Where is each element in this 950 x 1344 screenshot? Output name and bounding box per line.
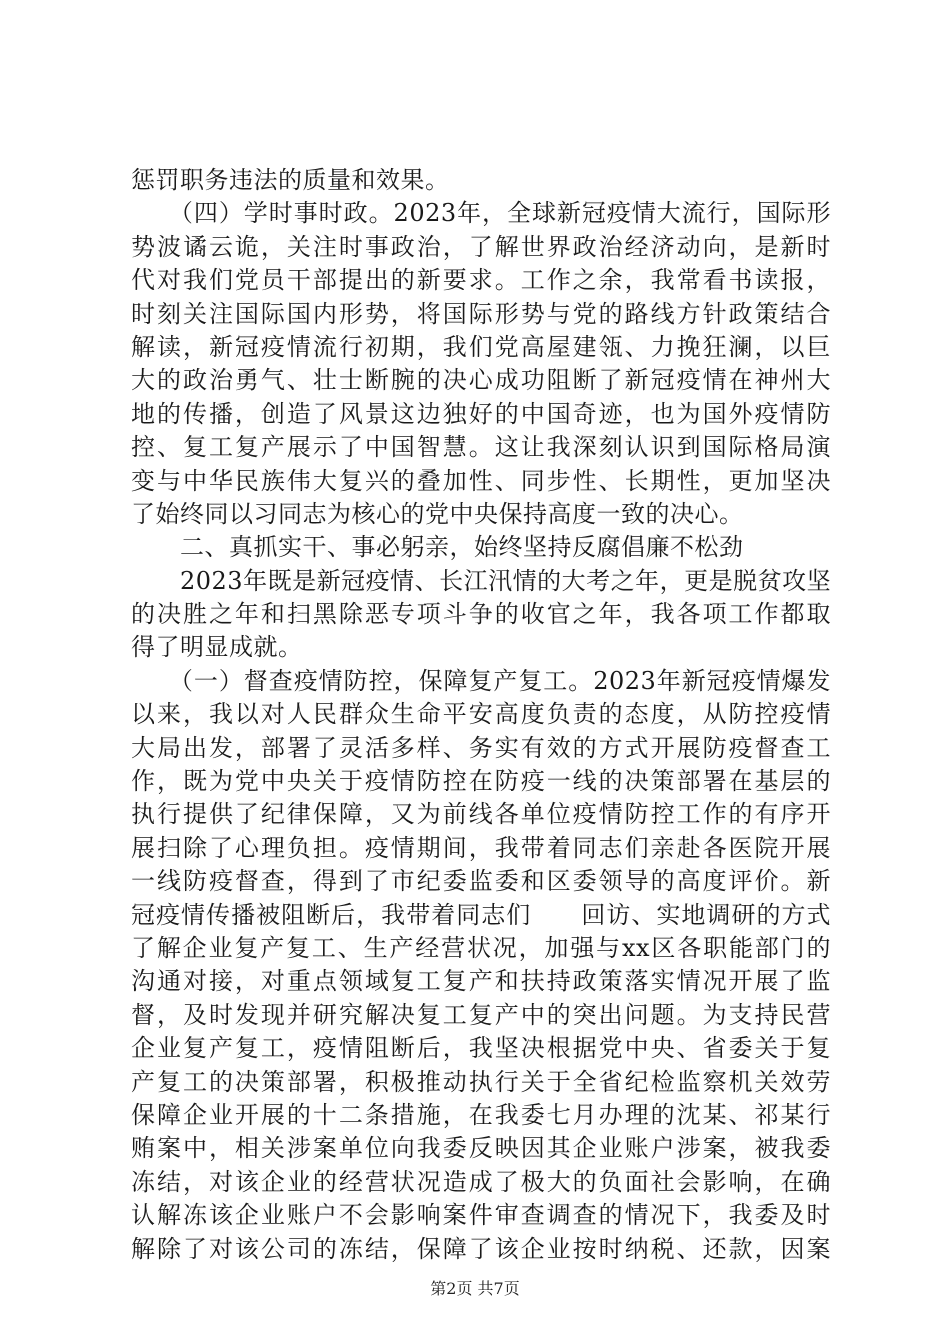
text-line: 2023年既是新冠疫情、长江汛情的大考之年，更是脱贫攻坚 xyxy=(131,566,831,595)
text-line: 作，既为党中央关于疫情防控在防疫一线的决策部署在基层的 xyxy=(131,767,831,796)
text-line: 保障企业开展的十二条措施，在我委七月办理的沈某、祁某行 xyxy=(131,1100,831,1129)
text-line: 控、复工复产展示了中国智慧。这让我深刻认识到国际格局演 xyxy=(131,433,831,462)
document-body xyxy=(131,164,831,1266)
text-line: （四）学时事时政。2023年，全球新冠疫情大流行，国际形 xyxy=(131,199,831,228)
text-line: （一）督查疫情防控，保障复产复工。2023年新冠疫情爆发 xyxy=(131,666,831,695)
text-line: 大的政治勇气、壮士断腕的决心成功阻断了新冠疫情在神州大 xyxy=(131,366,831,395)
text-line: 了始终同以习同志为核心的党中央保持高度一致的决心。 xyxy=(131,499,744,528)
text-line: 贿案中，相关涉案单位向我委反映因其企业账户涉案，被我委 xyxy=(131,1134,831,1163)
text-line: 得了明显成就。 xyxy=(131,633,303,662)
text-line: 冻结，对该企业的经营状况造成了极大的负面社会影响，在确 xyxy=(131,1167,831,1196)
text-line: 的决胜之年和扫黑除恶专项斗争的收官之年，我各项工作都取 xyxy=(131,600,831,629)
text-line: 地的传播，创造了风景这边独好的中国奇迹，也为国外疫情防 xyxy=(131,399,831,428)
text-line: 冠疫情传播被阻断后，我带着同志们 回访、实地调研的方式 xyxy=(131,900,831,929)
text-line: 展扫除了心理负担。疫情期间，我带着同志们亲赴各医院开展 xyxy=(131,833,831,862)
text-line: 大局出发，部署了灵活多样、务实有效的方式开展防疫督查工 xyxy=(131,733,831,762)
text-line: 代对我们党员干部提出的新要求。工作之余，我常看书读报， xyxy=(131,266,831,295)
text-line: 解除了对该公司的冻结，保障了该企业按时纳税、还款，因案 xyxy=(131,1234,831,1263)
text-line: 一线防疫督查，得到了市纪委监委和区委领导的高度评价。新 xyxy=(131,867,831,896)
text-line: 执行提供了纪律保障，又为前线各单位疫情防控工作的有序开 xyxy=(131,800,831,829)
text-line: 企业复产复工，疫情阻断后，我坚决根据党中央、省委关于复 xyxy=(131,1034,831,1063)
page-footer: 第2页 共7页 xyxy=(430,1279,520,1298)
text-line: 沟通对接，对重点领域复工复产和扶持政策落实情况开展了监 xyxy=(131,967,831,996)
text-line: 了解企业复产复工、生产经营状况，加强与xx区各职能部门的 xyxy=(131,933,831,962)
text-line: 认解冻该企业账户不会影响案件审查调查的情况下，我委及时 xyxy=(131,1201,831,1230)
text-line: 惩罚职务违法的质量和效果。 xyxy=(131,166,450,194)
text-line: 变与中华民族伟大复兴的叠加性、同步性、长期性，更加坚决 xyxy=(131,466,831,495)
text-line: 时刻关注国际国内形势，将国际形势与党的路线方针政策结合 xyxy=(131,299,831,328)
text-line: 解读，新冠疫情流行初期，我们党高屋建瓴、力挽狂澜，以巨 xyxy=(131,332,831,361)
text-line: 督，及时发现并研究解决复工复产中的突出问题。为支持民营 xyxy=(131,1000,831,1029)
text-line: 以来，我以对人民群众生命平安高度负责的态度，从防控疫情 xyxy=(131,700,831,729)
text-line: 势波谲云诡，关注时事政治，了解世界政治经济动向，是新时 xyxy=(131,232,831,261)
text-line: 二、真抓实干、事必躬亲，始终坚持反腐倡廉不松劲 xyxy=(131,533,744,562)
text-line: 产复工的决策部署，积极推动执行关于全省纪检监察机关效劳 xyxy=(131,1067,831,1096)
